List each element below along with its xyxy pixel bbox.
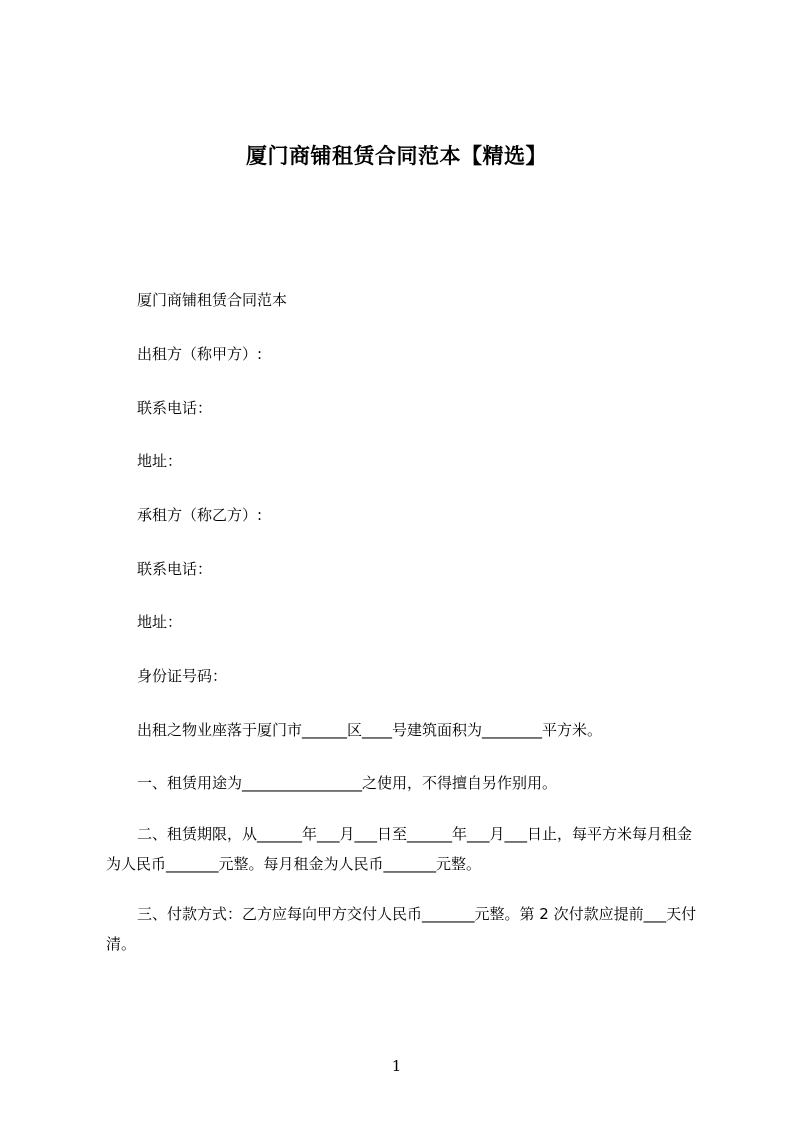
contract-subtitle: 厦门商铺租赁合同范本 (137, 291, 288, 309)
lessee-label: 承租方（称乙方）: (137, 506, 263, 524)
document-title: 厦门商铺租赁合同范本【精选】 (246, 144, 547, 168)
lessee-phone-label: 联系电话： (137, 560, 213, 578)
clause-2-lease-term: 二、租赁期限，从______年___月___日至______年___月___日止，每平方米每月租金为人民币_______元整。每月租金为人民币_______元整。 (106, 825, 693, 873)
lessor-address-label: 地址： (137, 452, 183, 470)
clause-3-payment: 三、付款方式：乙方应每向甲方交付人民币_______元整。第 2 次付款应提前___天付清。 (106, 905, 697, 953)
page-number: 1 (391, 1057, 402, 1075)
property-location-clause: 出租之物业座落于厦门市______区____号建筑面积为________平方米。 (137, 721, 603, 739)
lessor-phone-label: 联系电话： (137, 399, 213, 417)
clause-1-usage: 一、租赁用途为________________之使用，不得擅自另作别用。 (137, 774, 558, 792)
id-number-label: 身份证号码： (137, 667, 228, 685)
lessor-label: 出租方（称甲方）: (137, 345, 263, 363)
lessee-address-label: 地址： (137, 613, 183, 631)
